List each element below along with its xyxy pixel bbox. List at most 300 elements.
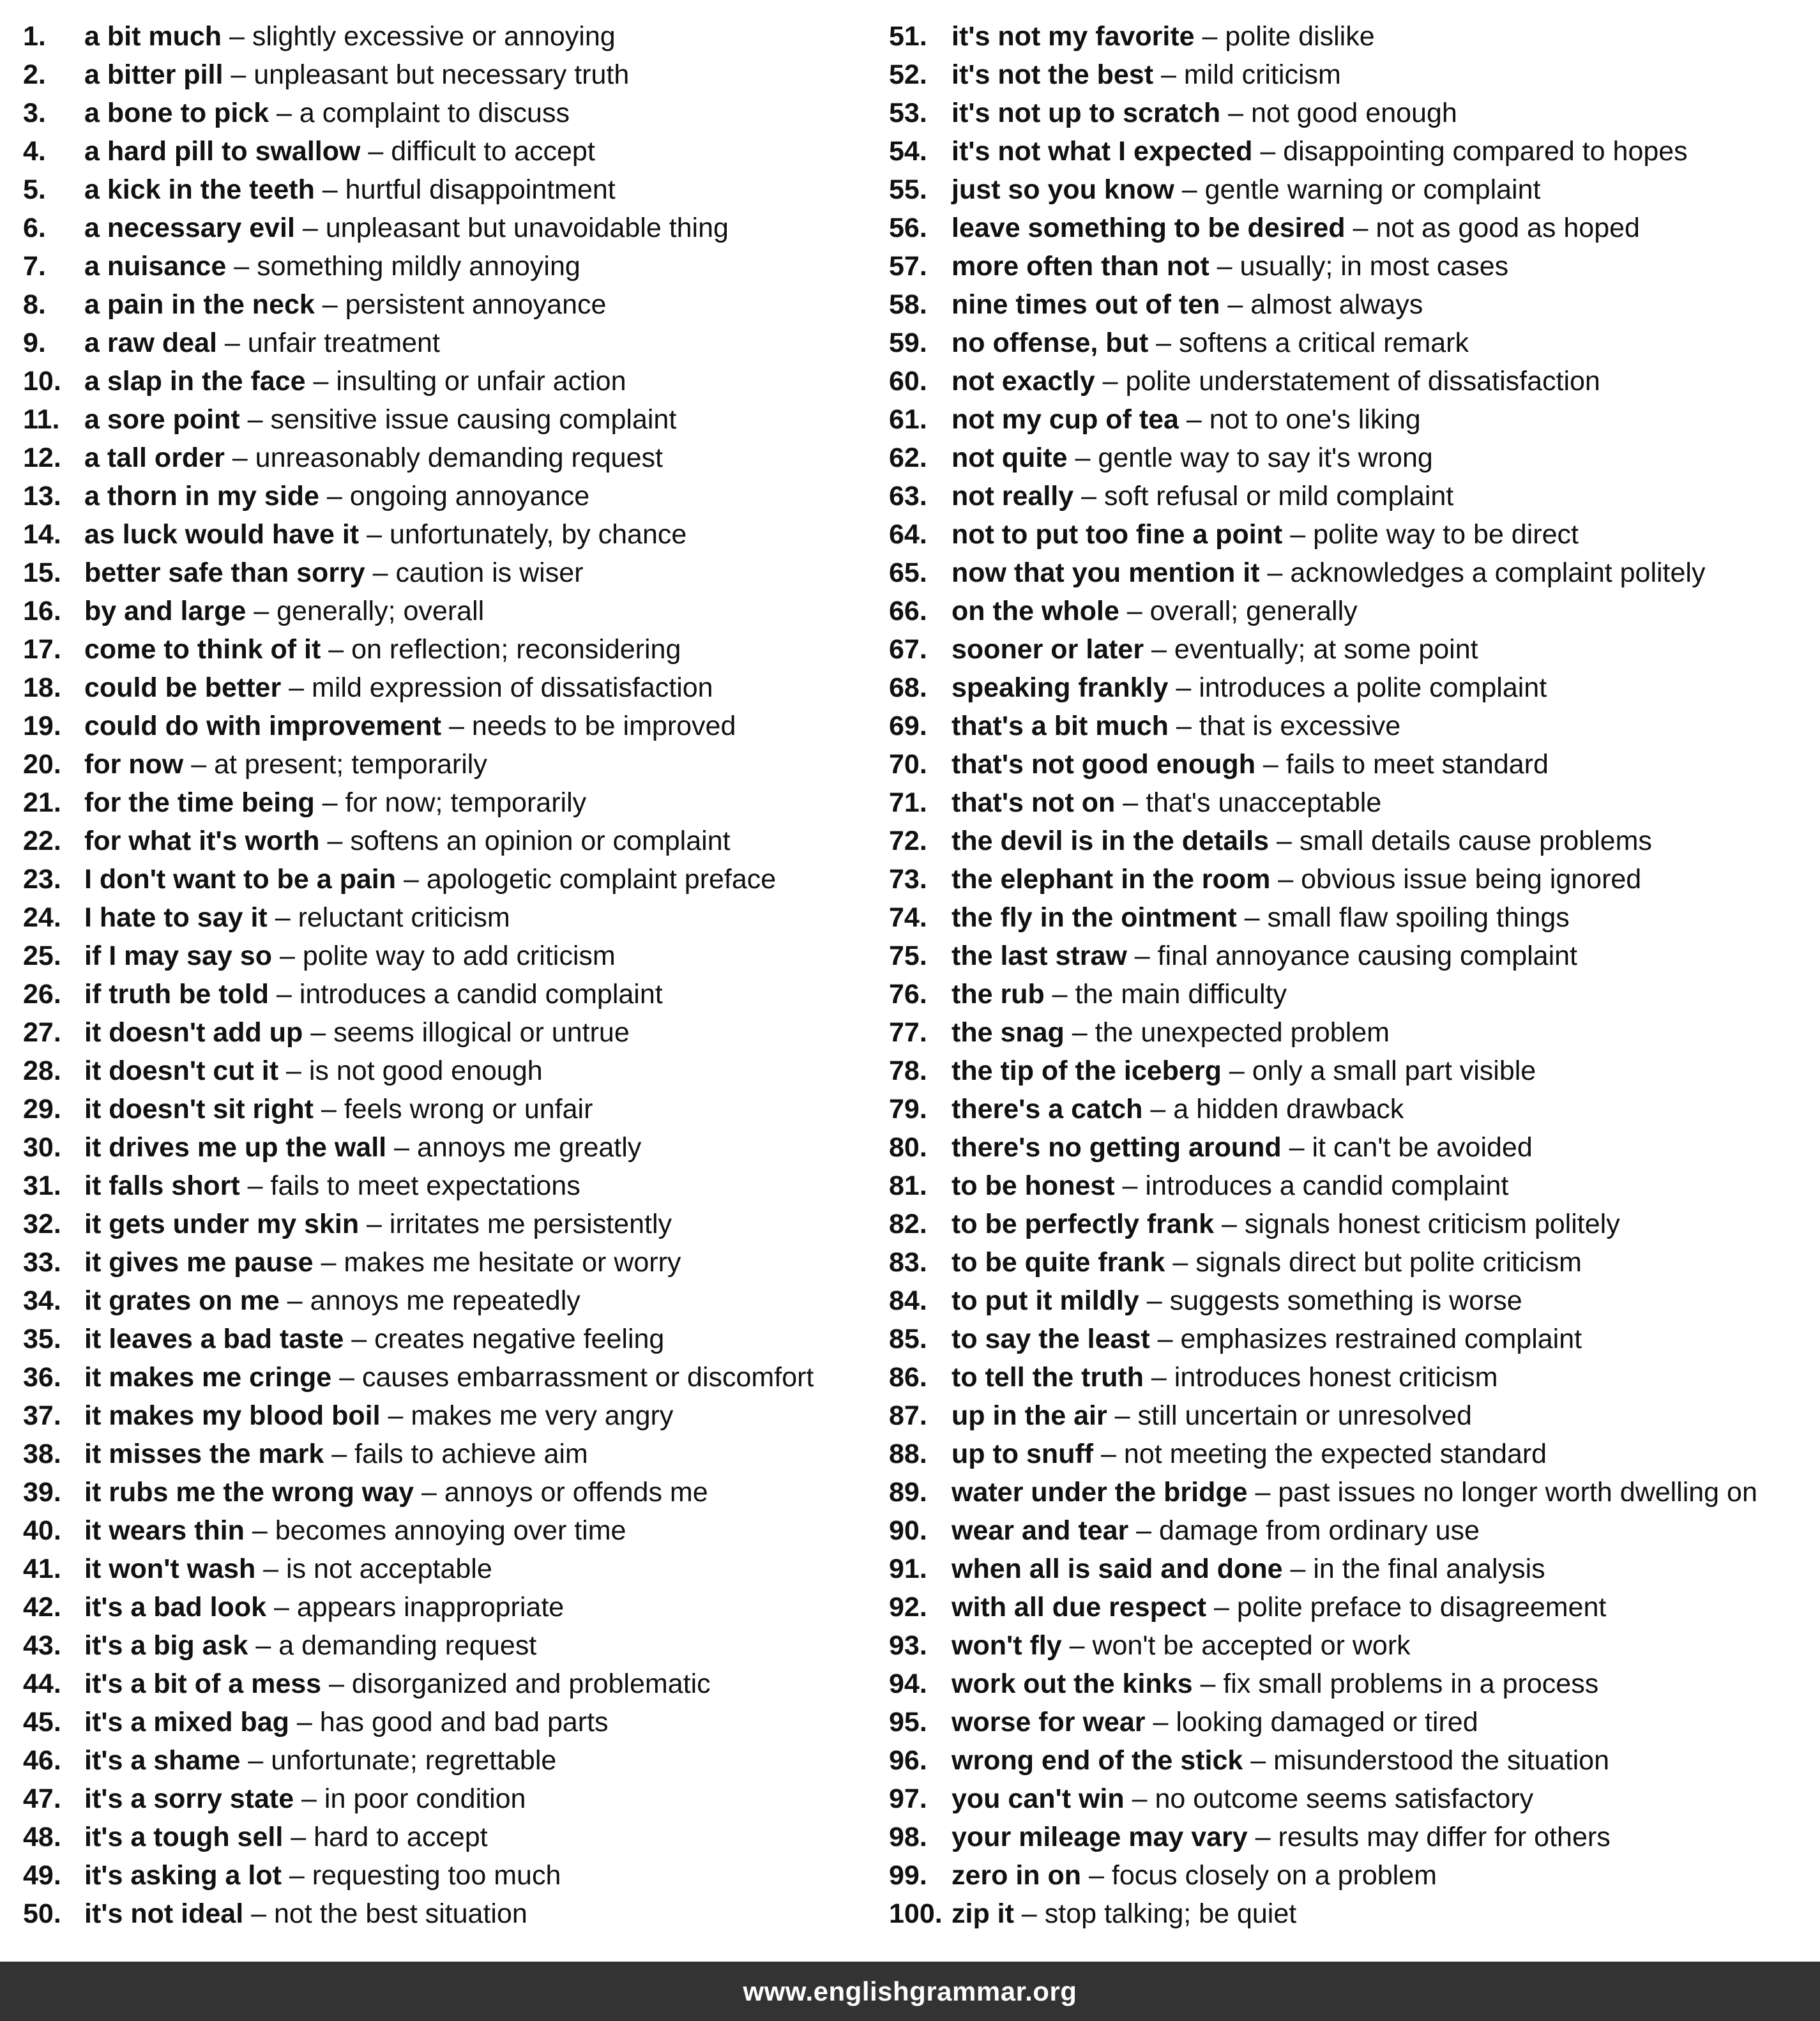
item-phrase: nine times out of ten (952, 289, 1220, 320)
item-separator: – (278, 1056, 309, 1086)
list-item (889, 783, 1815, 822)
item-phrase: for what it's worth (84, 826, 320, 856)
item-separator: – (1126, 941, 1158, 971)
item-separator: – (1282, 1554, 1314, 1584)
item-definition: mild criticism (1183, 59, 1341, 90)
item-number: 81. (889, 1170, 927, 1201)
item-definition: for now; temporarily (345, 787, 587, 818)
item-number: 46. (23, 1745, 61, 1776)
item-number: 89. (889, 1477, 927, 1508)
list-item (889, 592, 1815, 630)
item-separator: – (1145, 1707, 1176, 1737)
item-number: 58. (889, 289, 927, 320)
item-separator: – (1044, 979, 1075, 1010)
item-number: 35. (23, 1324, 61, 1354)
item-phrase: could do with improvement (84, 711, 442, 741)
item-definition: apologetic complaint preface (426, 864, 777, 895)
list-item (889, 362, 1815, 400)
item-phrase: a nuisance (84, 251, 227, 282)
item-phrase: it's not the best (952, 59, 1154, 90)
item-separator: – (243, 1898, 274, 1929)
item-phrase: when all is said and done (952, 1554, 1283, 1584)
item-definition: becomes annoying over time (275, 1515, 626, 1546)
item-number: 6. (23, 213, 46, 243)
item-definition: not as good as hoped (1376, 213, 1640, 243)
item-separator: – (331, 1362, 363, 1393)
item-phrase: it doesn't sit right (84, 1094, 314, 1124)
list-item (23, 1895, 879, 1933)
item-separator: – (313, 1247, 344, 1278)
list-item (23, 783, 879, 822)
item-number: 50. (23, 1898, 61, 1929)
item-number: 32. (23, 1209, 61, 1239)
list-item (23, 1013, 879, 1052)
item-separator: – (386, 1132, 417, 1163)
item-separator: – (255, 1554, 287, 1584)
item-separator: – (294, 213, 326, 243)
list-item (23, 1320, 879, 1358)
item-definition: acknowledges a complaint politely (1290, 557, 1706, 588)
item-separator: – (1270, 864, 1301, 895)
item-number: 16. (23, 596, 61, 626)
item-phrase: a bone to pick (84, 98, 269, 128)
item-definition: fails to meet standard (1285, 749, 1549, 780)
item-definition: disorganized and problematic (351, 1669, 711, 1699)
item-separator: – (321, 634, 352, 665)
item-definition: overall; generally (1149, 596, 1358, 626)
list-item (23, 1473, 879, 1511)
item-number: 66. (889, 596, 927, 626)
item-number: 77. (889, 1017, 927, 1048)
list-item (23, 1511, 879, 1550)
item-number: 80. (889, 1132, 927, 1163)
item-number: 63. (889, 481, 927, 511)
item-separator: – (222, 21, 252, 52)
item-number: 88. (889, 1439, 927, 1469)
list-item (889, 1511, 1815, 1550)
item-phrase: it's a tough sell (84, 1822, 284, 1852)
list-item (23, 1818, 879, 1856)
item-phrase: for now (84, 749, 184, 780)
item-definition: results may differ for others (1278, 1822, 1611, 1852)
list-item (889, 1090, 1815, 1128)
item-phrase: no offense, but (952, 328, 1149, 358)
item-separator: – (396, 864, 427, 895)
item-definition: hurtful disappointment (345, 174, 616, 205)
left-column (23, 17, 879, 1933)
item-separator: – (1168, 711, 1199, 741)
list-item (23, 1435, 879, 1473)
item-separator: – (272, 941, 303, 971)
item-phrase: better safe than sorry (84, 557, 365, 588)
item-definition: the main difficulty (1075, 979, 1287, 1010)
item-definition: disappointing compared to hopes (1283, 136, 1688, 167)
item-separator: – (380, 1400, 411, 1431)
item-definition: looking damaged or tired (1176, 1707, 1478, 1737)
list-item (23, 592, 879, 630)
list-item (889, 132, 1815, 170)
item-separator: – (269, 98, 300, 128)
item-definition: on reflection; reconsidering (351, 634, 681, 665)
item-number: 19. (23, 711, 61, 741)
item-phrase: it grates on me (84, 1285, 280, 1316)
item-separator: – (1243, 1745, 1274, 1776)
list-item (23, 554, 879, 592)
item-separator: – (414, 1477, 444, 1508)
item-definition: signals honest criticism politely (1244, 1209, 1620, 1239)
item-number: 45. (23, 1707, 61, 1737)
item-separator: – (1209, 251, 1240, 282)
list-item (23, 209, 879, 247)
item-separator: – (1093, 1439, 1124, 1469)
list-item (889, 898, 1815, 937)
item-definition: annoys or offends me (444, 1477, 708, 1508)
item-definition: unfair treatment (247, 328, 440, 358)
item-number: 48. (23, 1822, 61, 1852)
item-definition: mild expression of dissatisfaction (312, 672, 713, 703)
item-separator: – (1064, 1017, 1095, 1048)
item-phrase: the rub (952, 979, 1045, 1010)
item-phrase: I hate to say it (84, 902, 268, 933)
item-definition: usually; in most cases (1240, 251, 1509, 282)
item-number: 53. (889, 98, 927, 128)
item-separator: – (1139, 1285, 1170, 1316)
item-definition: that is excessive (1199, 711, 1401, 741)
item-separator: – (1236, 902, 1268, 933)
item-number: 94. (889, 1669, 927, 1699)
item-definition: softens a critical remark (1178, 328, 1469, 358)
item-phrase: not quite (952, 443, 1068, 473)
list-item (23, 1358, 879, 1397)
list-item (23, 247, 879, 285)
item-number: 24. (23, 902, 61, 933)
item-definition: unreasonably demanding request (255, 443, 663, 473)
list-item (23, 132, 879, 170)
item-number: 93. (889, 1630, 927, 1661)
item-number: 23. (23, 864, 61, 895)
item-separator: – (248, 1630, 279, 1661)
list-item (889, 515, 1815, 554)
item-separator: – (1192, 1669, 1224, 1699)
item-number: 15. (23, 557, 61, 588)
list-item (23, 1397, 879, 1435)
item-definition: slightly excessive or annoying (252, 21, 616, 52)
list-item (889, 1320, 1815, 1358)
list-item (23, 1167, 879, 1205)
list-item (23, 1205, 879, 1243)
item-separator: – (1153, 59, 1184, 90)
item-phrase: worse for wear (952, 1707, 1146, 1737)
item-definition: suggests something is worse (1169, 1285, 1522, 1316)
item-separator: – (183, 749, 215, 780)
item-separator: – (224, 443, 255, 473)
list-item (889, 1205, 1815, 1243)
list-item (889, 324, 1815, 362)
item-phrase: wear and tear (952, 1515, 1129, 1546)
list-item (889, 1856, 1815, 1895)
item-definition: obvious issue being ignored (1301, 864, 1642, 895)
item-phrase: it's not my favorite (952, 21, 1195, 52)
item-separator: – (1061, 1630, 1093, 1661)
item-phrase: come to think of it (84, 634, 321, 665)
item-phrase: zip it (952, 1898, 1014, 1929)
item-phrase: up in the air (952, 1400, 1107, 1431)
item-separator: – (360, 136, 391, 167)
item-phrase: it's a sorry state (84, 1783, 294, 1814)
item-number: 84. (889, 1285, 927, 1316)
item-number: 72. (889, 826, 927, 856)
list-item (889, 400, 1815, 439)
item-separator: – (279, 1285, 310, 1316)
item-separator: – (1178, 404, 1210, 435)
item-number: 99. (889, 1860, 927, 1891)
item-phrase: not to put too fine a point (952, 519, 1283, 550)
item-definition: signals direct but polite criticism (1195, 1247, 1582, 1278)
item-number: 42. (23, 1592, 61, 1623)
item-phrase: on the whole (952, 596, 1119, 626)
list-item (23, 669, 879, 707)
item-phrase: it makes my blood boil (84, 1400, 381, 1431)
item-separator: – (314, 174, 345, 205)
item-definition: a hidden drawback (1173, 1094, 1404, 1124)
item-separator: – (226, 251, 257, 282)
item-definition: introduces a polite complaint (1199, 672, 1547, 703)
item-phrase: it rubs me the wrong way (84, 1477, 414, 1508)
list-item (889, 170, 1815, 209)
list-item (889, 1895, 1815, 1933)
item-number: 92. (889, 1592, 927, 1623)
item-number: 82. (889, 1209, 927, 1239)
item-separator: – (1259, 557, 1291, 588)
item-phrase: not really (952, 481, 1074, 511)
item-number: 5. (23, 174, 46, 205)
item-definition: generally; overall (277, 596, 485, 626)
item-definition: not the best situation (273, 1898, 527, 1929)
item-separator: – (441, 711, 472, 741)
list-item (23, 56, 879, 94)
list-item (889, 860, 1815, 898)
list-item (889, 94, 1815, 132)
item-number: 11. (23, 404, 60, 435)
item-phrase: speaking frankly (952, 672, 1169, 703)
item-number: 26. (23, 979, 61, 1010)
item-phrase: to be perfectly frank (952, 1209, 1214, 1239)
item-separator: – (269, 979, 300, 1010)
item-phrase: for the time being (84, 787, 315, 818)
item-definition: gentle warning or complaint (1204, 174, 1541, 205)
item-phrase: to put it mildly (952, 1285, 1139, 1316)
item-phrase: work out the kinks (952, 1669, 1193, 1699)
item-number: 57. (889, 251, 927, 282)
list-item (889, 1588, 1815, 1626)
item-separator: – (216, 328, 248, 358)
item-definition: damage from ordinary use (1159, 1515, 1480, 1546)
item-separator: – (1128, 1515, 1160, 1546)
item-number: 4. (23, 136, 46, 167)
item-definition: misunderstood the situation (1273, 1745, 1609, 1776)
item-phrase: as luck would have it (84, 519, 360, 550)
list-item (889, 1473, 1815, 1511)
item-phrase: sooner or later (952, 634, 1144, 665)
item-definition: a demanding request (278, 1630, 537, 1661)
item-separator: – (324, 1439, 355, 1469)
item-separator: – (244, 1515, 275, 1546)
item-phrase: leave something to be desired (952, 213, 1346, 243)
item-phrase: it wears thin (84, 1515, 245, 1546)
item-definition: fails to meet expectations (270, 1170, 580, 1201)
item-phrase: by and large (84, 596, 246, 626)
item-phrase: just so you know (952, 174, 1174, 205)
list-item (23, 17, 879, 56)
item-number: 95. (889, 1707, 927, 1737)
item-phrase: it doesn't cut it (84, 1056, 279, 1086)
item-phrase: it gets under my skin (84, 1209, 360, 1239)
item-definition: final annoyance causing complaint (1157, 941, 1578, 971)
item-separator: – (1247, 1822, 1278, 1852)
item-separator: – (1115, 787, 1146, 818)
item-phrase: it gives me pause (84, 1247, 314, 1278)
item-definition: is not acceptable (286, 1554, 492, 1584)
item-definition: feels wrong or unfair (344, 1094, 593, 1124)
item-number: 67. (889, 634, 927, 665)
item-definition: a complaint to discuss (299, 98, 570, 128)
item-definition: appears inappropriate (296, 1592, 565, 1623)
item-number: 7. (23, 251, 46, 282)
item-phrase: not exactly (952, 366, 1095, 397)
item-number: 31. (23, 1170, 61, 1201)
list-item (889, 56, 1815, 94)
item-number: 20. (23, 749, 61, 780)
item-definition: has good and bad parts (319, 1707, 609, 1737)
item-number: 97. (889, 1783, 927, 1814)
item-phrase: a tall order (84, 443, 225, 473)
item-separator: – (1013, 1898, 1045, 1929)
item-phrase: it's asking a lot (84, 1860, 282, 1891)
list-item (889, 707, 1815, 745)
item-definition: small details cause problems (1299, 826, 1652, 856)
item-definition: annoys me greatly (416, 1132, 642, 1163)
item-separator: – (314, 1094, 344, 1124)
item-number: 13. (23, 481, 61, 511)
item-separator: – (239, 404, 271, 435)
item-number: 18. (23, 672, 61, 703)
item-definition: unfortunately, by chance (389, 519, 687, 550)
item-separator: – (1282, 519, 1314, 550)
right-column (889, 17, 1815, 1933)
item-separator: – (266, 1592, 297, 1623)
list-item (889, 745, 1815, 783)
item-definition: seems illogical or untrue (333, 1017, 630, 1048)
list-item (889, 1052, 1815, 1090)
list-item (23, 937, 879, 975)
item-definition: emphasizes restrained complaint (1180, 1324, 1582, 1354)
item-phrase: that's not good enough (952, 749, 1255, 780)
item-definition: polite way to be direct (1313, 519, 1579, 550)
item-phrase: could be better (84, 672, 282, 703)
item-definition: polite preface to disagreement (1236, 1592, 1607, 1623)
item-phrase: a sore point (84, 404, 240, 435)
item-phrase: it's not up to scratch (952, 98, 1221, 128)
item-separator: – (1067, 443, 1098, 473)
item-number: 44. (23, 1669, 61, 1699)
item-separator: – (314, 787, 345, 818)
item-definition: introduces honest criticism (1174, 1362, 1498, 1393)
item-number: 83. (889, 1247, 927, 1278)
list-item (23, 515, 879, 554)
item-definition: at present; temporarily (214, 749, 487, 780)
list-item (23, 1703, 879, 1741)
item-phrase: a slap in the face (84, 366, 306, 397)
list-item (23, 1282, 879, 1320)
item-phrase: a hard pill to swallow (84, 136, 361, 167)
item-number: 75. (889, 941, 927, 971)
item-separator: – (1095, 366, 1126, 397)
item-definition: fix small problems in a process (1223, 1669, 1599, 1699)
item-definition: won't be accepted or work (1092, 1630, 1411, 1661)
item-definition: unfortunate; regrettable (271, 1745, 557, 1776)
list-item (23, 822, 879, 860)
item-separator: – (321, 1669, 352, 1699)
list-item (23, 707, 879, 745)
item-separator: – (223, 59, 254, 90)
list-item (23, 630, 879, 669)
item-phrase: not my cup of tea (952, 404, 1179, 435)
item-definition: that's unacceptable (1146, 787, 1382, 818)
item-phrase: a bitter pill (84, 59, 224, 90)
list-item (23, 400, 879, 439)
list-item (23, 1856, 879, 1895)
item-phrase: to be honest (952, 1170, 1115, 1201)
item-definition: the unexpected problem (1095, 1017, 1390, 1048)
item-number: 61. (889, 404, 927, 435)
item-separator: – (1073, 481, 1104, 511)
item-definition: in poor condition (324, 1783, 526, 1814)
item-number: 51. (889, 21, 927, 52)
item-number: 59. (889, 328, 927, 358)
item-separator: – (1281, 1132, 1312, 1163)
item-number: 14. (23, 519, 61, 550)
item-definition: no outcome seems satisfactory (1155, 1783, 1534, 1814)
list-item (23, 1588, 879, 1626)
item-number: 36. (23, 1362, 61, 1393)
item-definition: it can't be avoided (1312, 1132, 1533, 1163)
list-item (23, 860, 879, 898)
item-phrase: it misses the mark (84, 1439, 324, 1469)
list-item (889, 975, 1815, 1013)
item-phrase: the elephant in the room (952, 864, 1271, 895)
item-phrase: a raw deal (84, 328, 217, 358)
item-number: 8. (23, 289, 46, 320)
item-definition: caution is wiser (395, 557, 584, 588)
item-separator: – (1165, 1247, 1196, 1278)
list-item (23, 1052, 879, 1090)
list-item (889, 1397, 1815, 1435)
item-definition: focus closely on a problem (1111, 1860, 1437, 1891)
item-number: 41. (23, 1554, 61, 1584)
list-item (889, 439, 1815, 477)
list-item (889, 630, 1815, 669)
item-definition: reluctant criticism (298, 902, 510, 933)
list-item (889, 1741, 1815, 1780)
item-number: 52. (889, 59, 927, 90)
list-item (889, 1128, 1815, 1167)
item-number: 9. (23, 328, 46, 358)
item-separator: – (1252, 136, 1284, 167)
list-item (23, 898, 879, 937)
item-phrase: if truth be told (84, 979, 269, 1010)
item-number: 17. (23, 634, 61, 665)
item-number: 29. (23, 1094, 61, 1124)
